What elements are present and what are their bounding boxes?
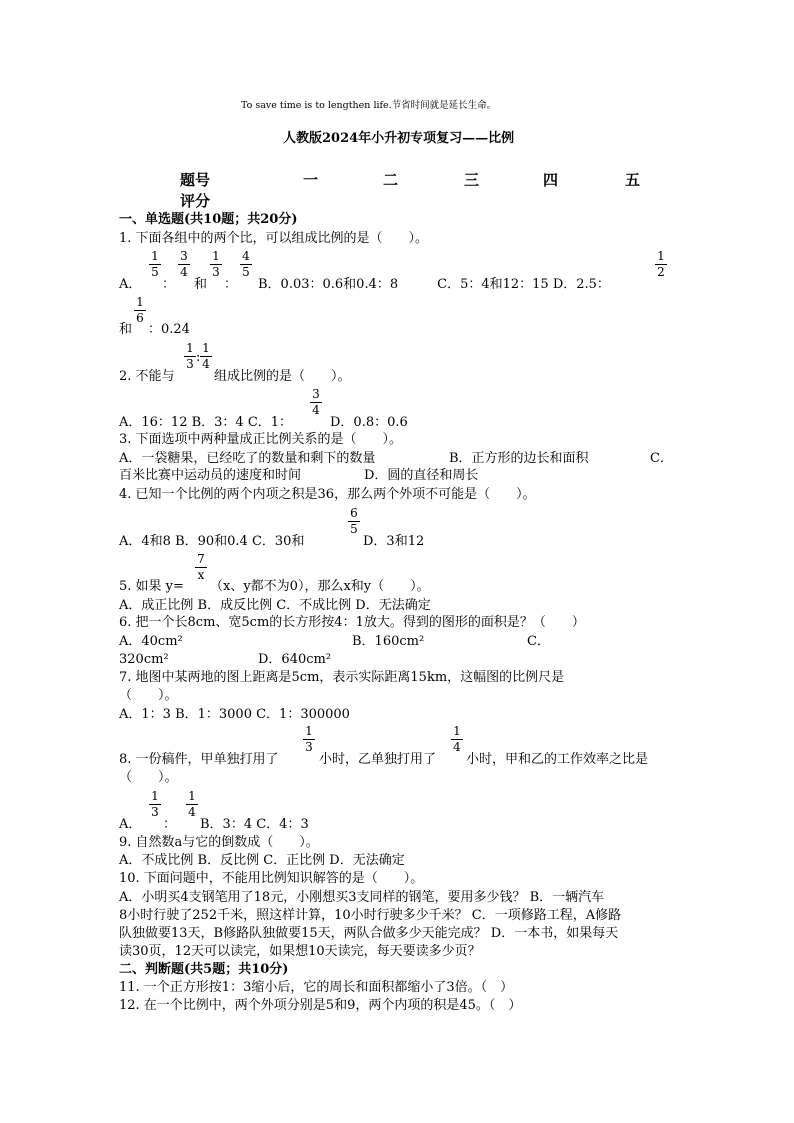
q3-option-d: D．圆的直径和周长 <box>364 468 479 483</box>
q1-option-a-prefix: A． <box>119 277 142 292</box>
q8-option-a-prefix: A． <box>119 817 142 832</box>
q1-fraction-d2: $\frac{1}{6}$ <box>134 296 146 325</box>
score-table-col-3: 三 <box>464 171 480 189</box>
q8-fraction-2: $\frac{1}{4}$ <box>451 725 463 754</box>
header-motto: To save time is to lengthen life.节省时间就是延长生命。 <box>241 100 497 111</box>
q2-colon: : <box>196 350 201 365</box>
q1-fraction-a4: $\frac{4}{5}$ <box>240 250 252 279</box>
q8-options-suffix: B．3：4 C．4：3 <box>200 817 309 832</box>
q8-stem-suffix: 小时，甲和乙的工作效率之比是 <box>466 752 649 767</box>
q6-option-c-value: 320cm² <box>119 652 169 667</box>
q2-stem-prefix: 2. 不能与 <box>119 369 175 384</box>
q2-option-c-fraction: $\frac{3}{4}$ <box>310 388 322 417</box>
score-table-col-1: 一 <box>303 171 319 189</box>
q4-options-prefix: A．4和8 B．90和0.4 C．30和 <box>119 534 305 549</box>
q1-line2-prefix: 和 <box>119 322 133 337</box>
q8-option-a-fraction-1: $\frac{1}{3}$ <box>149 790 161 819</box>
q4-option-c-fraction: $\frac{6}{5}$ <box>348 507 360 536</box>
q4-options-suffix: D．3和12 <box>363 534 425 549</box>
q1-stem: 1. 下面各组中的两个比，可以组成比例的是（ ）。 <box>119 231 429 246</box>
q5-stem-suffix: （x、y都不为0），那么x和y（ ）。 <box>210 579 430 594</box>
q7-stem: 7. 地图中某两地的图上距离是5cm，表示实际距离15km，这幅图的比例尺是 <box>119 670 565 685</box>
q7-options: A．1：3 B．1：3000 C．1：300000 <box>119 707 350 722</box>
section1-heading: 一、单选题(共10题；共20分) <box>119 212 298 227</box>
q2-options-prefix: A．16：12 B．3：4 C．1： <box>119 415 293 430</box>
score-table-col-2: 二 <box>383 171 399 189</box>
q2-options-suffix: D．0.8：0.6 <box>330 415 408 430</box>
q8-option-a-fraction-2: $\frac{1}{4}$ <box>186 790 198 819</box>
q2-fraction-1: $\frac{1}{3}$ <box>184 342 196 371</box>
q3-option-a: A．一袋糖果，已经吃了的数量和剩下的数量 <box>119 451 376 466</box>
q1-fraction-a1: $\frac{1}{5}$ <box>149 250 161 279</box>
score-table-row1-label: 题号 <box>180 171 211 189</box>
q6-option-c: C． <box>527 634 550 649</box>
q2-stem-suffix: 组成比例的是（ ）。 <box>214 369 351 384</box>
q3-option-b: B．正方形的边长和面积 <box>449 451 589 466</box>
q4-stem: 4. 已知一个比例的两个内项之积是36，那么两个外项不可能是（ ）。 <box>119 487 536 502</box>
q10-line-4: 读30页，12天可以读完，如果想10天读完，每天要读多少页？ <box>119 944 481 959</box>
q3-stem: 3. 下面选项中两种量成正比例关系的是（ ）。 <box>119 432 403 447</box>
score-table-col-4: 四 <box>543 171 559 189</box>
q9-options: A．不成比例 B．反比例 C．正比例 D．无法确定 <box>119 853 405 868</box>
q6-option-a: A．40cm² <box>119 634 183 649</box>
q1-and: 和 <box>194 277 208 292</box>
q1-fraction-a2: $\frac{3}{4}$ <box>178 250 190 279</box>
q11-stem: 11. 一个正方形按1：3缩小后，它的周长和面积都缩小了3倍。（ ） <box>119 980 514 995</box>
score-table-col-5: 五 <box>625 171 641 189</box>
q9-stem: 9. 自然数a与它的倒数成（ ）。 <box>119 835 319 850</box>
q8-option-a-colon: ： <box>163 817 177 832</box>
q10-line-3: 队独做要13天，B修路队独做要15天，两队合做多少天能完成？ D．一本书，如果每天 <box>119 926 619 941</box>
q10-line-2: 8小时行驶了252千米，照这样计算，10小时行驶多少千米？ C．一项修路工程，A修路 <box>119 908 622 923</box>
q10-stem: 10. 下面问题中，不能用比例知识解答的是（ ）。 <box>119 871 424 886</box>
q1-fraction-d1: $\frac{1}{2}$ <box>655 250 667 279</box>
score-table-row2-label: 评分 <box>180 192 211 210</box>
q6-option-b: B．160cm² <box>352 634 425 649</box>
page-title: 人教版2024年小升初专项复习——比例 <box>283 131 515 146</box>
q1-line2-suffix: ：0.24 <box>148 322 190 337</box>
q10-line-1: A．小明买4支钢笔用了18元，小刚想买3支同样的钢笔，要用多少钱？ B．一辆汽车 <box>119 890 605 905</box>
q5-options: A．成正比例 B．成反比例 C．不成比例 D．无法确定 <box>119 598 431 613</box>
q2-fraction-2: $\frac{1}{4}$ <box>200 342 212 371</box>
q3-option-c-mark: C． <box>650 451 673 466</box>
q6-stem: 6. 把一个长8cm、宽5cm的长方形按4：1放大。得到的图形的面积是？（ ） <box>119 615 585 630</box>
q8-stem-mid: 小时，乙单独打用了 <box>319 752 437 767</box>
q1-options-rest: B．0.03：0.6和0.4：8 C．5：4和12：15 D．2.5： <box>258 277 610 292</box>
section2-heading: 二、判断题(共5题；共10分) <box>119 962 289 977</box>
q1-colon-2: ： <box>224 277 238 292</box>
q5-fraction: $\frac{7}{x}$ <box>195 553 207 582</box>
q7-stem-line2: （ ）。 <box>119 688 178 703</box>
q1-colon-1: ： <box>162 277 176 292</box>
q8-stem-line2: （ ）。 <box>119 770 178 785</box>
q8-fraction-1: $\frac{1}{3}$ <box>303 725 315 754</box>
q12-stem: 12. 在一个比例中，两个外项分别是5和9，两个内项的积是45。（ ） <box>119 998 522 1013</box>
q8-stem-prefix: 8. 一份稿件，甲单独打用了 <box>119 752 279 767</box>
q1-fraction-a3: $\frac{1}{3}$ <box>210 250 222 279</box>
q3-option-c: 百米比赛中运动员的速度和时间 <box>119 468 302 483</box>
q5-stem-prefix: 5. 如果 y= <box>119 579 184 594</box>
q6-option-d: D．640cm² <box>258 652 332 667</box>
